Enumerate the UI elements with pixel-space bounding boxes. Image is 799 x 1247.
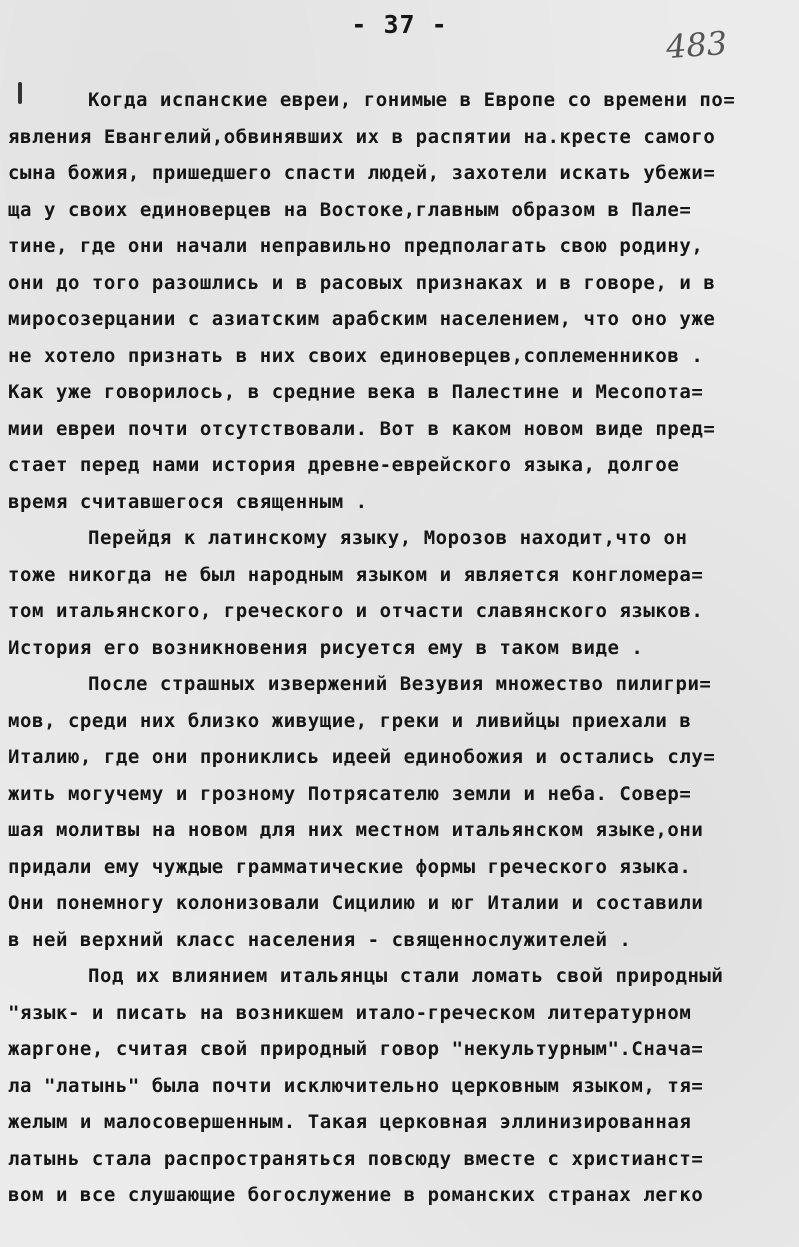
text-line: в ней верхний класс населения - священнослужителей . xyxy=(8,928,632,951)
text-line: вом и все слушающие богослужение в романских странах легко xyxy=(8,1184,704,1206)
text-line: Италию, где они прониклись идеей единобожия и остались слу= xyxy=(8,746,716,768)
text-line: мии евреи почти отсутствовали. Вот в каком новом виде пред= xyxy=(8,417,716,440)
text-line: жить могучему и грозному Потрясателю земли и неба. Совер= xyxy=(8,782,692,805)
text-line: тине, где они начали неправильно предполагать свою родину, xyxy=(8,235,704,257)
text-line: сына божия, пришедшего спасти людей, захотели искать убежи= xyxy=(8,162,716,184)
text-line: Под их влиянием итальянцы стали ломать свой природный xyxy=(88,965,724,987)
text-line: жаргоне, считая свой природный говор "некультурным".Снача= xyxy=(8,1038,704,1060)
text-line: желым и малосовершенным. Такая церковная эллинизированная xyxy=(8,1111,692,1133)
text-line: тоже никогда не был народным языком и является конгломера= xyxy=(8,563,704,586)
text-line: придали ему чуждые грамматические формы греческого языка. xyxy=(8,855,692,878)
text-line: латынь стала распространяться повсюду вместе с христианст= xyxy=(8,1147,704,1170)
text-line: мов, среди них близко живущие, греки и ливийцы приехали в xyxy=(8,709,692,732)
text-line: Перейдя к латинскому языку, Морозов находит,что он xyxy=(88,527,688,549)
handwritten-folio-number: 483 xyxy=(664,23,729,67)
text-line: Когда испанские евреи, гонимые в Европе со времени по= xyxy=(88,89,736,111)
text-line: История его возникновения рисуется ему в таком виде . xyxy=(8,636,644,659)
text-line: они до того разошлись и в расовых признаках и в говоре, и в xyxy=(8,271,716,294)
text-line: миросозерцании с азиатским арабским населением, что оно уже xyxy=(8,308,716,330)
text-line: стает перед нами история древне-еврейского языка, долгое xyxy=(8,454,680,476)
text-line: не хотело признать в них своих единоверцев,соплеменников . xyxy=(8,344,704,367)
text-line: Они понемногу колонизовали Сицилию и юг Италии и составили xyxy=(8,892,704,914)
text-line: После страшных извержений Везувия множество пилигри= xyxy=(88,673,712,695)
text-line: время считавшегося священным . xyxy=(8,490,368,513)
text-line: ща у своих единоверцев на Востоке,главным образом в Пале= xyxy=(8,198,692,221)
document-body xyxy=(8,82,794,1214)
text-line: явления Евангелий,обвинявших их в распятии на.кресте самого xyxy=(8,125,716,148)
text-line: шая молитвы на новом для них местном итальянском языке,они xyxy=(8,819,704,841)
page-number: - 37 - xyxy=(351,10,448,39)
text-line: "язык- и писать на возникшем итало-греческом литературном xyxy=(8,1001,692,1024)
text-line: том итальянского, греческого и отчасти славянского языков. xyxy=(8,600,704,622)
text-line: ла "латынь" была почти исключительно церковным языком, тя= xyxy=(8,1074,704,1097)
text-line: Как уже говорилось, в средние века в Палестине и Месопота= xyxy=(8,381,704,403)
